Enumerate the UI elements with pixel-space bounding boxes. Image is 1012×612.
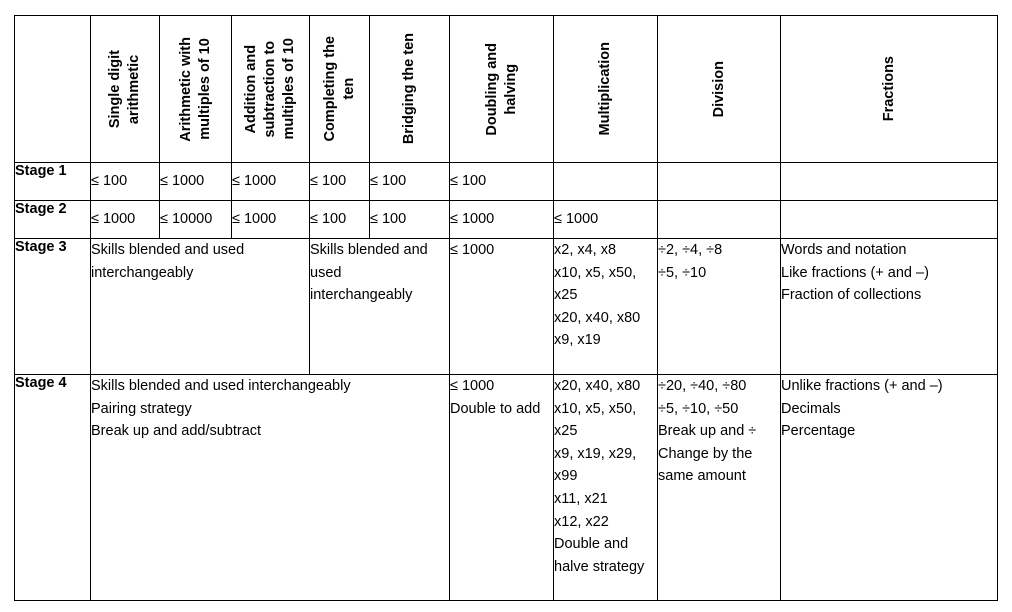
cell-line: Break up and ÷ xyxy=(658,423,757,440)
col-header-multiples-of-10: Arithmetic with multiples of 10 xyxy=(160,16,232,163)
col-header-doubling-halving: Doubling and halving xyxy=(450,16,554,163)
table-cell xyxy=(554,163,658,201)
col-header-single-digit: Single digit arithmetic xyxy=(91,16,160,163)
table-cell: ≤ 100 xyxy=(310,201,370,239)
cell-line: x11, x21 xyxy=(554,490,608,507)
col-header-completing-ten: Completing the ten xyxy=(310,16,370,163)
cell-line: x9, x19, x29, x99 xyxy=(554,445,637,485)
cell-line: x12, x22 xyxy=(554,513,609,530)
col-header-bridging-ten: Bridging the ten xyxy=(370,16,450,163)
cell-line: x10, x5, x50, x25 xyxy=(554,400,637,440)
blended-skills-cell xyxy=(310,239,450,375)
table-cell: ≤ 1000 xyxy=(232,163,310,201)
table-cell: ≤ 100 xyxy=(370,163,450,201)
division-cell xyxy=(658,375,781,601)
table-cell: ≤ 1000 xyxy=(232,201,310,239)
blended-skills-cell xyxy=(91,375,450,601)
corner-cell xyxy=(15,16,91,163)
cell-text: Skills blended and used interchangeably xyxy=(310,242,428,304)
cell-line: ≤ 1000 xyxy=(450,378,495,394)
doubling-cell: ≤ 1000 xyxy=(450,239,554,375)
cell-line: ÷2, ÷4, ÷8 xyxy=(658,242,723,258)
table-cell: ≤ 1000 xyxy=(91,201,160,239)
cell-line: x20, x40, x80 xyxy=(554,309,641,326)
stage-4-row xyxy=(15,375,998,601)
cell-line: Break up and add/subtract xyxy=(91,423,262,440)
table-cell: ≤ 100 xyxy=(450,163,554,201)
cell-line: Fraction of collections xyxy=(781,287,922,304)
table-cell xyxy=(658,163,781,201)
col-header-fractions: Fractions xyxy=(781,16,998,163)
table-cell: ≤ 1000 xyxy=(554,201,658,239)
col-header-division: Division xyxy=(658,16,781,163)
doubling-cell xyxy=(450,375,554,601)
col-header-add-sub-multiples: Addition and subtraction to multiples of 10 xyxy=(232,16,310,163)
cell-line: Percentage xyxy=(781,423,856,440)
cell-line: x20, x40, x80 xyxy=(554,378,641,394)
cell-line: Skills blended and used interchangeably xyxy=(91,378,351,394)
stage-label: Stage 3 xyxy=(15,239,91,375)
stage-label: Stage 4 xyxy=(15,375,91,601)
cell-line: Pairing strategy xyxy=(91,400,192,417)
stage-2-row xyxy=(15,201,998,239)
header-row xyxy=(15,16,998,163)
table-cell xyxy=(781,201,998,239)
division-cell xyxy=(658,239,781,375)
cell-line: Change by the same amount xyxy=(658,445,753,485)
blended-skills-cell xyxy=(91,239,310,375)
cell-text: Skills blended and used interchangeably xyxy=(91,242,245,281)
fractions-cell xyxy=(781,239,998,375)
stage-label: Stage 2 xyxy=(15,201,91,239)
multiplication-cell xyxy=(554,239,658,375)
cell-line: Like fractions (+ and –) xyxy=(781,264,929,281)
cell-line: Decimals xyxy=(781,400,841,417)
stage-label: Stage 1 xyxy=(15,163,91,201)
table-cell: ≤ 100 xyxy=(91,163,160,201)
table-cell: ≤ 1000 xyxy=(450,201,554,239)
cell-line: x10, x5, x50, x25 xyxy=(554,264,637,304)
cell-line: Double and halve strategy xyxy=(554,536,645,575)
fractions-cell xyxy=(781,375,998,601)
multiplication-cell xyxy=(554,375,658,601)
table-cell: ≤ 10000 xyxy=(160,201,232,239)
cell-line: ÷20, ÷40, ÷80 xyxy=(658,378,747,394)
stage-3-row xyxy=(15,239,998,375)
table-cell xyxy=(781,163,998,201)
table-cell xyxy=(658,201,781,239)
col-header-multiplication: Multiplication xyxy=(554,16,658,163)
table-cell: ≤ 1000 xyxy=(160,163,232,201)
cell-line: x9, x19 xyxy=(554,332,601,349)
cell-line: ÷5, ÷10, ÷50 xyxy=(658,400,739,417)
cell-line: Words and notation xyxy=(781,242,907,258)
cell-line: x2, x4, x8 xyxy=(554,242,617,258)
cell-line: ÷5, ÷10 xyxy=(658,264,707,281)
stages-table xyxy=(14,15,998,601)
cell-line: Double to add xyxy=(450,400,541,417)
table-cell: ≤ 100 xyxy=(370,201,450,239)
stage-1-row xyxy=(15,163,998,201)
table-cell: ≤ 100 xyxy=(310,163,370,201)
cell-line: Unlike fractions (+ and –) xyxy=(781,378,943,394)
